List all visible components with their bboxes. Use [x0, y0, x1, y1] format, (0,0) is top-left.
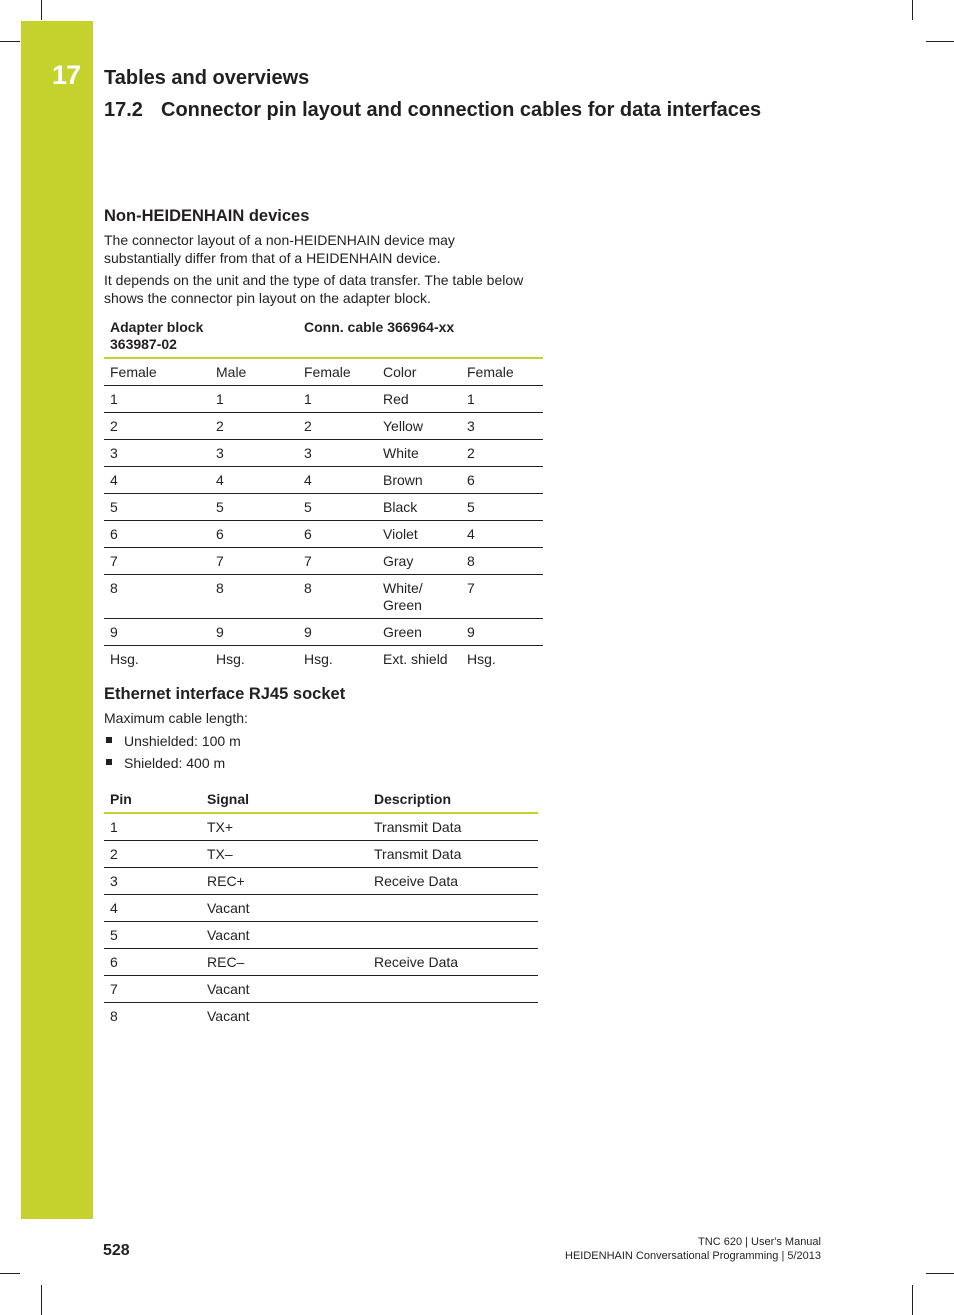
table-cell: 8 — [110, 1008, 118, 1024]
footer-line: HEIDENHAIN Conversational Programming | 5/2013 — [565, 1250, 821, 1262]
table-row — [104, 521, 543, 548]
table-cell: 3 — [104, 440, 210, 467]
table-row — [104, 949, 538, 976]
table-cell: 2 — [104, 413, 210, 440]
adapter-pin-table — [104, 314, 543, 672]
table-cell: Black — [377, 494, 461, 521]
table-header-cell: Adapter block 363987-02 — [104, 314, 298, 358]
table-row — [104, 868, 538, 895]
table-cell: 8 — [210, 575, 298, 619]
table-cell: 9 — [298, 619, 377, 646]
crop-mark — [926, 41, 954, 42]
table-row — [104, 467, 543, 494]
table-cell: 7 — [298, 548, 377, 575]
table-cell — [368, 1003, 538, 1030]
table-cell: 2 — [461, 440, 543, 467]
table-cell: 4 — [298, 467, 377, 494]
table-cell: Color — [377, 358, 461, 386]
list-item-text: Shielded: 400 m — [124, 755, 226, 771]
table-cell: 3 — [104, 868, 201, 895]
table-cell: 6 — [210, 521, 298, 548]
table-cell: 9 — [461, 619, 543, 646]
table-row — [104, 440, 543, 467]
table-cell: Vacant — [201, 976, 368, 1003]
table-cell: 4 — [104, 895, 201, 922]
section-title-text: Connector pin layout and connection cables for data interfaces — [161, 99, 762, 121]
table-row — [104, 358, 543, 386]
table-cell: 5 — [104, 922, 201, 949]
table-cell: Vacant — [201, 895, 368, 922]
section-title — [104, 99, 761, 122]
table-cell: Male — [210, 358, 298, 386]
table-header-cell: Pin — [104, 786, 201, 813]
table-cell — [368, 895, 538, 922]
table-cell: 3 — [298, 440, 377, 467]
table-row — [104, 841, 538, 868]
crop-mark — [912, 0, 913, 20]
page-footer — [565, 1235, 821, 1263]
footer-line: TNC 620 | User's Manual — [698, 1236, 821, 1248]
table-cell: TX– — [201, 841, 368, 868]
table-cell: 5 — [461, 494, 543, 521]
crop-mark — [0, 1273, 20, 1274]
table-cell: Ext. shield — [383, 651, 448, 667]
table-cell: Violet — [377, 521, 461, 548]
table-cell: 7 — [461, 575, 543, 619]
crop-mark — [926, 1273, 954, 1274]
table-cell: 5 — [210, 494, 298, 521]
table-cell: Female — [461, 358, 543, 386]
table-cell: 5 — [104, 494, 210, 521]
table-cell: Female — [104, 358, 210, 386]
table-cell: 7 — [104, 548, 210, 575]
table-cell: White — [377, 440, 461, 467]
table-cell: Yellow — [377, 413, 461, 440]
table-header-row — [104, 314, 543, 358]
table-cell: 9 — [210, 619, 298, 646]
table-cell: 9 — [104, 619, 210, 646]
table-cell — [368, 976, 538, 1003]
table-cell: 7 — [104, 976, 201, 1003]
table-cell: Female — [298, 358, 377, 386]
table-row — [104, 1003, 538, 1030]
table-cell: 6 — [104, 949, 201, 976]
bullet-square-icon — [106, 759, 112, 765]
table-row — [104, 922, 538, 949]
table-row — [104, 494, 543, 521]
crop-mark — [912, 1285, 913, 1315]
table-cell: 8 — [461, 548, 543, 575]
chapter-sidebar — [21, 21, 93, 1219]
table-row — [104, 575, 543, 619]
non-heidenhain-heading: Non-HEIDENHAIN devices — [104, 207, 310, 225]
table-cell: 1 — [104, 813, 201, 841]
bullet-square-icon — [106, 737, 112, 743]
crop-mark — [41, 0, 42, 20]
table-cell: Green — [377, 619, 461, 646]
cable-length-list — [104, 732, 241, 776]
table-header-row — [104, 786, 538, 813]
table-cell: 2 — [298, 413, 377, 440]
table-cell: 6 — [298, 521, 377, 548]
table-cell: 5 — [298, 494, 377, 521]
table-cell: 4 — [461, 521, 543, 548]
table-cell: 2 — [104, 841, 201, 868]
table-cell: Hsg. — [304, 651, 333, 667]
table-row — [104, 976, 538, 1003]
table-cell — [368, 922, 538, 949]
table-row — [104, 895, 538, 922]
list-item — [104, 754, 241, 776]
table-cell: 3 — [210, 440, 298, 467]
non-heidenhain-paragraph-2: It depends on the unit and the type of data transfer. The table below shows the connector pin layout on the adapter block. — [104, 272, 524, 306]
table-cell: 1 — [461, 386, 543, 413]
chapter-number: 17 — [52, 60, 81, 90]
list-item — [104, 732, 241, 754]
table-cell: Vacant — [207, 1008, 250, 1024]
table-cell: Transmit Data — [368, 813, 538, 841]
table-row — [104, 413, 543, 440]
table-row — [104, 646, 543, 673]
table-cell: Hsg. — [110, 651, 139, 667]
table-cell: 1 — [104, 386, 210, 413]
table-header-cell: Description — [368, 786, 538, 813]
table-cell: 6 — [104, 521, 210, 548]
ethernet-intro: Maximum cable length: — [104, 710, 248, 726]
table-cell: 8 — [104, 575, 210, 619]
table-cell: 3 — [461, 413, 543, 440]
table-cell: Receive Data — [368, 868, 538, 895]
rj45-pin-table — [104, 786, 538, 1029]
table-cell: 7 — [210, 548, 298, 575]
table-row — [104, 386, 543, 413]
table-row — [104, 813, 538, 841]
table-row — [104, 619, 543, 646]
list-item-text: Unshielded: 100 m — [124, 733, 241, 749]
table-cell: Red — [377, 386, 461, 413]
table-cell: 6 — [461, 467, 543, 494]
table-cell: TX+ — [201, 813, 368, 841]
table-row — [104, 548, 543, 575]
table-cell: 1 — [210, 386, 298, 413]
non-heidenhain-paragraph-1: The connector layout of a non-HEIDENHAIN device may substantially differ from that of a HEIDENHAIN device. — [104, 232, 455, 266]
table-cell: Receive Data — [368, 949, 538, 976]
section-number: 17.2 — [104, 99, 143, 121]
table-cell: 8 — [298, 575, 377, 619]
table-cell: White/ Green — [377, 575, 461, 619]
table-cell: 4 — [210, 467, 298, 494]
table-header-cell: Conn. cable 366964-xx — [298, 314, 543, 358]
table-cell: REC+ — [201, 868, 368, 895]
table-cell: REC– — [201, 949, 368, 976]
table-cell: Brown — [377, 467, 461, 494]
crop-mark — [41, 1285, 42, 1315]
table-cell: Transmit Data — [368, 841, 538, 868]
table-cell: Hsg. — [467, 651, 496, 667]
ethernet-heading: Ethernet interface RJ45 socket — [104, 685, 346, 703]
crop-mark — [0, 41, 20, 42]
chapter-title: Tables and overviews — [104, 67, 310, 89]
table-cell: Hsg. — [216, 651, 245, 667]
table-cell: Vacant — [201, 922, 368, 949]
table-cell: 1 — [298, 386, 377, 413]
table-cell: 2 — [210, 413, 298, 440]
table-header-cell: Signal — [201, 786, 368, 813]
page-number: 528 — [103, 1242, 130, 1259]
table-cell: 4 — [104, 467, 210, 494]
table-cell: Gray — [377, 548, 461, 575]
